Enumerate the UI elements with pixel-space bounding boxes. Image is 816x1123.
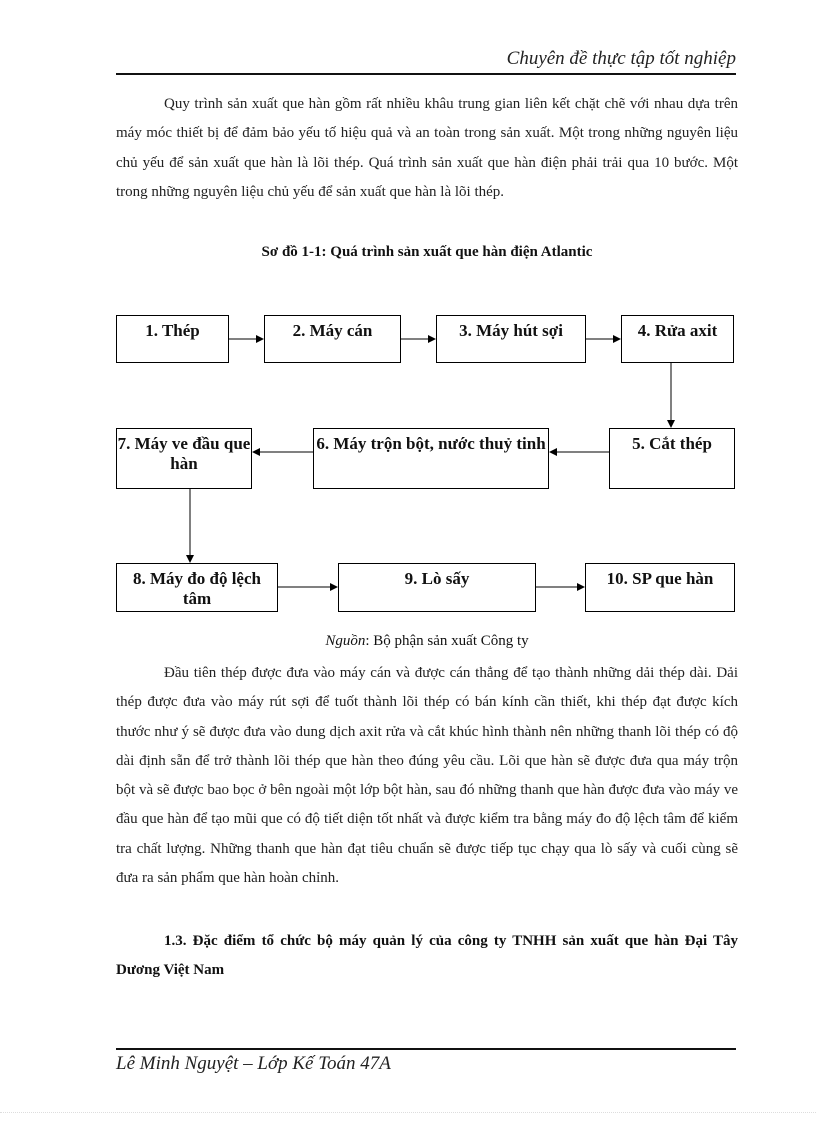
step-box-5: 5. Cắt thép	[609, 428, 735, 489]
step-box-7: 7. Máy ve đầu que hàn	[116, 428, 252, 489]
step-box-3: 3. Máy hút sợi	[436, 315, 586, 363]
body-paragraph-text: Đầu tiên thép được đưa vào máy cán và được cán thẳng để tạo thành những dải thép dài. Dải thép được đưa vào máy rút sợi để tuốt thành lõi thép có bán kính cần thiết, khi thép đạt được kích thước như ý sẽ được đưa vào dung dịch axit rửa và cắt khúc hình thành nên những thanh lõi thép có độ dài định sẵn để trở thành lõi thép que hàn theo đúng yêu cầu. Lõi que hàn sẽ được đưa qua máy trộn bột và sẽ được bao bọc ở bên ngoài một lớp bột hàn, sau đó những thanh que hàn được đưa vào máy ve đầu que hàn để tạo mũi que có độ tiết diện tốt nhất và được kiểm tra bằng máy đo độ lệch tâm để kiểm tra chất lượng. Những thanh que hàn đạt tiêu chuẩn sẽ được tiếp tục chạy qua lò sấy và cuối cùng sẽ đưa ra sản phẩm que hàn hoàn chỉnh.	[116, 665, 738, 887]
step-box-2: 2. Máy cán	[264, 315, 401, 363]
footer-rule	[116, 1048, 736, 1050]
intro-paragraph-text: Quy trình sản xuất que hàn gồm rất nhiều khâu trung gian liên kết chặt chẽ với nhau dựa trên máy móc thiết bị để đảm bảo yếu tố hiệu quả và an toàn trong sản xuất. Một trong những nguyên liệu chủ yếu để sản xuất que hàn là lõi thép. Quá trình sản xuất que hàn điện phải trải qua 10 bước. Một trong những nguyên liệu chủ yếu để sản xuất que hàn là lõi thép.	[116, 96, 738, 200]
step-box-6: 6. Máy trộn bột, nước thuỷ tinh	[313, 428, 549, 489]
step-box-10: 10. SP que hàn	[585, 563, 735, 612]
page-header-title: Chuyên đề thực tập tốt nghiệp	[506, 48, 736, 69]
source-text: : Bộ phận sản xuất Công ty	[365, 633, 529, 649]
footer-author: Lê Minh Nguyệt – Lớp Kế Toán 47A	[116, 1053, 391, 1074]
diagram-caption: Sơ đồ 1-1: Quá trình sản xuất que hàn điện Atlantic	[261, 244, 593, 260]
step-box-4: 4. Rửa axit	[621, 315, 734, 363]
diagram-source	[116, 633, 738, 650]
page-bottom-dotted-line	[0, 1112, 816, 1113]
body-paragraph	[116, 659, 738, 893]
step-box-8: 8. Máy đo độ lệch tâm	[116, 563, 278, 612]
section-heading	[116, 927, 738, 985]
step-box-9: 9. Lò sấy	[338, 563, 536, 612]
source-label: Nguồn	[325, 633, 366, 649]
section-heading-text: 1.3. Đặc điểm tổ chức bộ máy quản lý của công ty TNHH sản xuất que hàn Đại Tây Dương Việt Nam	[116, 933, 738, 978]
step-box-1: 1. Thép	[116, 315, 229, 363]
